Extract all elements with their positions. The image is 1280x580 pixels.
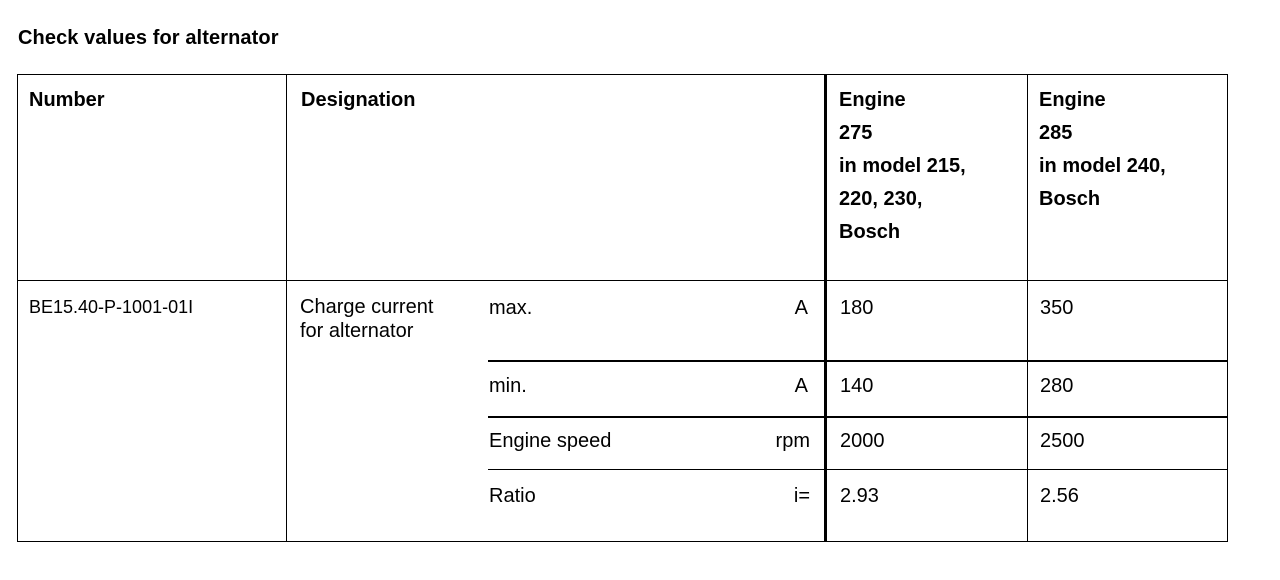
value-engine-275: 180 [840, 297, 874, 319]
table-divider [488, 469, 1228, 470]
item-label: max. [489, 297, 533, 319]
header-number: Number [29, 89, 105, 111]
table-divider [17, 280, 1228, 281]
document-title: Check values for alternator [18, 27, 279, 49]
value-engine-275: 2000 [840, 430, 885, 452]
value-engine-285: 280 [1040, 375, 1074, 397]
value-engine-285: 2500 [1040, 430, 1085, 452]
header-engine-285: Engine 285 in model 240, Bosch [1039, 89, 1166, 210]
value-engine-285: 2.56 [1040, 485, 1079, 507]
item-unit: A [794, 297, 808, 319]
item-label: min. [489, 375, 527, 397]
table-divider [824, 74, 827, 542]
table-divider [1027, 74, 1028, 542]
header-designation: Designation [301, 89, 416, 111]
value-engine-275: 2.93 [840, 485, 879, 507]
value-engine-275: 140 [840, 375, 874, 397]
table-divider [286, 74, 287, 542]
row-designation: Charge current for alternator [300, 296, 434, 342]
item-label: Ratio [489, 485, 536, 507]
item-unit: rpm [775, 430, 810, 452]
table-divider [488, 416, 1228, 418]
item-unit: A [794, 375, 808, 397]
value-engine-285: 350 [1040, 297, 1074, 319]
item-unit: i= [793, 485, 810, 507]
table-divider [488, 360, 1228, 362]
header-engine-275: Engine 275 in model 215, 220, 230, Bosch [839, 89, 966, 243]
item-label: Engine speed [489, 430, 612, 452]
row-number: BE15.40-P-1001-01I [29, 297, 194, 317]
